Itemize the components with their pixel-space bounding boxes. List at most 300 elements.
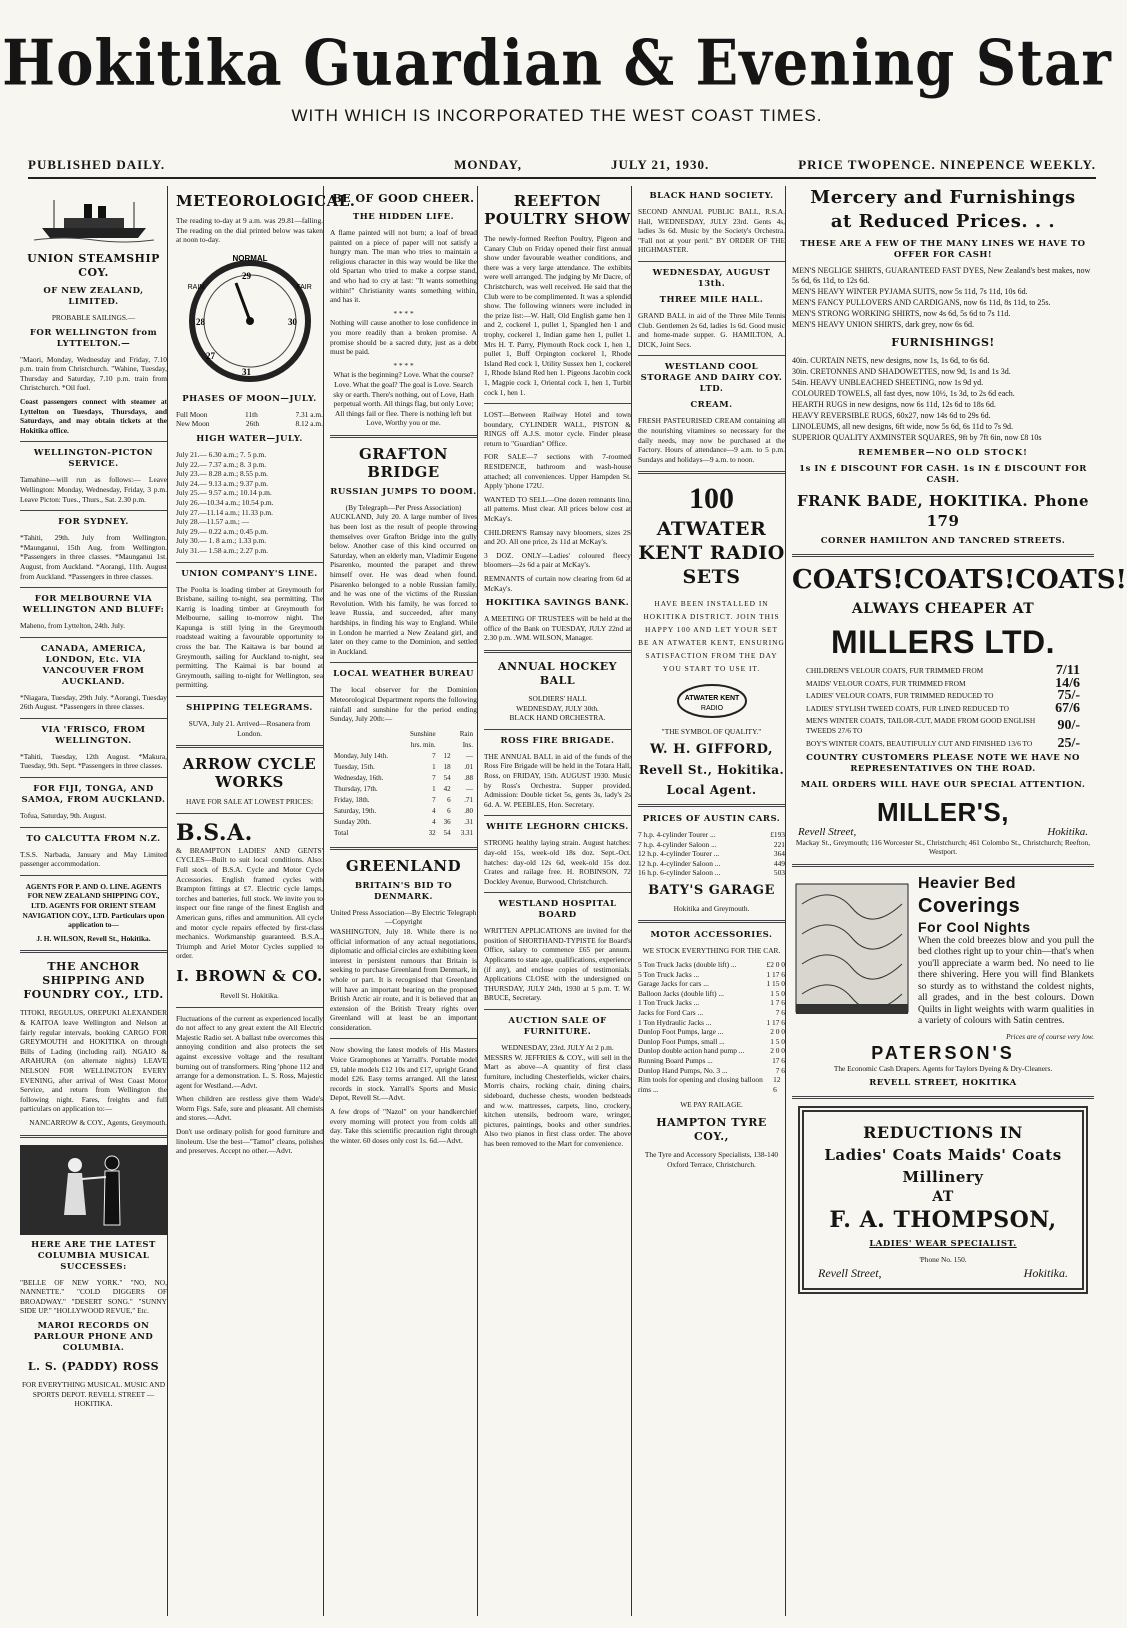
quality-slogan: "THE SYMBOL OF QUALITY." — [661, 727, 762, 737]
atwater-logo-radio: RADIO — [700, 705, 724, 713]
grafton-heading: GRAFTON BRIDGE — [358, 444, 448, 481]
coats-word-1: COATS! — [792, 565, 904, 595]
tide-row: July 28.—11.57 a.m.; — — [176, 517, 250, 527]
ross-fire-body: THE ANNUAL BALL in aid of the funds of the Ross Fire Brigade will be held in the Totara Hall, Ross, on FRIDAY, 15th. AUGUST 1930. Music by Ross's Orchestra. Supper provided. Admission: Double ticket 5s, gents 3s, lady's 2s 6d. A. W. PEEBLES, Hon. Secretary. — [484, 751, 631, 809]
bed-body: When the cold breezes blow and you pull the bed clothes right up to your chin—that's when you'll appreciate a warm bed. No need to lie there shivering. Here you will find Blankets so sturdy as to withstand the coldest nights, all grades, and in the best colours. Down Quilts in light weights with warm qualities in a variety of colours with Satin centres. — [918, 935, 1094, 1027]
melbourne-body: Maheno, from Lyttelton, 24th. July. — [20, 621, 126, 631]
nazol-body: A few drops of "Nazol" on your handkerchief every morning will protect you from colds all day. Take this scientific precaution right through the winter. 60 doses only cost 1s. 6d.—Advt. — [330, 1107, 477, 1145]
column-6 — [792, 186, 1127, 1616]
black-hand-body: SECOND ANNUAL PUBLIC BALL, R.S.A. Hall, WEDNESDAY, JULY 23rd. Gents 4s, ladies 3s 6d. Music by the Society's Orchestra. "Fall not at your peril." BY ORDER OF THE HIGHMASTER. — [638, 207, 785, 255]
column-5 — [638, 186, 786, 1616]
weather-cell: Wednesday, 16th. — [334, 773, 384, 782]
wellington-heading: FOR WELLINGTON from LYTTELTON.— — [29, 327, 158, 349]
sydney-body: *Tahiti, 29th. July from Wellington. *Maunganui, 15th Aug. from Wellington. *Passengers in three classes. *Maunganui 1st. August, from Auckland. *Aorangi, 11th. August from Auckland. *Passengers in three classes. — [20, 533, 167, 581]
accessory-price: 1 5 0 — [770, 1036, 785, 1046]
weather-cell: — — [466, 751, 473, 760]
weather-cell: 4 — [432, 806, 436, 815]
furnishing-item: SUPERIOR QUALITY AXMINSTER SQUARES, 9ft by 7ft 6in, now £8 10s — [792, 433, 1042, 442]
millers-town: Hokitika. — [1047, 826, 1088, 839]
bed-heading-3: For Cool Nights — [918, 918, 1031, 935]
thompson-at: AT — [932, 1189, 954, 1206]
tide-table — [176, 450, 323, 556]
cool-storage-heading: WESTLAND COOL STORAGE AND DAIRY COY. LTD. — [640, 362, 783, 395]
tide-row: July 24.— 9.13 a.m.; 9.37 p.m. — [176, 478, 268, 488]
austin-model: 7 h.p. 4-cylinder Tourer ... — [638, 829, 716, 839]
coat-price: 67/6 — [1055, 700, 1080, 716]
thompson-town: Hokitika. — [1023, 1265, 1068, 1280]
union-line-heading: UNION COMPANY'S LINE. — [181, 568, 318, 579]
dial-label-rain: RAIN — [187, 283, 205, 291]
cream-heading: CREAM. — [690, 400, 733, 411]
accessory-price: 1 15 0 — [766, 979, 785, 989]
weather-cell: .31 — [464, 817, 473, 826]
issue-day: MONDAY, — [454, 157, 522, 172]
sale-body: FOR SALE—7 sections with 7-roomed RESIDENCE, bathroom and wash-house attached; all conveniences. Upper Hampden St. Apply 'phone 172U. — [484, 452, 631, 491]
hmv-body: Now showing the latest models of His Masters Voice Gramophones at Yarrall's. Portable model £9, table models £12 10s and £17, upright Grand model £26. Easy terms arranged. All the latest records in stock. Yarrall's Sports and Music Depot, Revell St.—Advt. — [330, 1045, 477, 1103]
calcutta-body: T.S.S. Narbada, January and May Limited passenger accommodation. — [20, 849, 167, 869]
coat-desc: BOY'S WINTER COATS, BEAUTIFULLY CUT AND FINISHED 13/6 TO — [806, 738, 1033, 748]
austin-model: 7 h.p. 4-cylinder Saloon ... — [638, 839, 717, 849]
millers-address — [792, 828, 1094, 838]
weather-row — [332, 763, 475, 772]
union-line-body: The Poolta is loading timber at Greymouth for Brisbane, sailing to-night, sea permitting. The Karrig is loading timber at Greymouth for Melbourne, sailing to-morrow night. The Kapunga is still lying in the Greymouth roadstead waiting a favourable opportunity to cross the bar. The Kaitawa is bar bound at Greymouth, sailing for Auckland to-night, sea permitting. The Kaimai is bar bound at Greymouth, sailing to-night for Wellington, sea permitting. — [176, 584, 323, 690]
accessory-row — [638, 1046, 785, 1056]
furnishing-item: HEARTH RUGS in new designs, now 6s 11d, 12s 6d to 18s 6d. — [792, 400, 996, 409]
hampton-body: The Tyre and Accessory Specialists, 138-140 Oxford Terrace, Christchurch. — [644, 1149, 779, 1169]
furnishings-list — [792, 356, 1094, 443]
weather-units-row — [332, 741, 475, 750]
mercery-list — [792, 266, 1094, 330]
accessory-item: Dunlop Foot Pumps, small ... — [638, 1036, 725, 1046]
accessory-price: £2 0 0 — [766, 960, 785, 970]
accessory-row — [638, 970, 785, 980]
weather-cell: .71 — [464, 795, 473, 804]
austin-row — [638, 849, 785, 859]
moon-cell: Full Moon — [176, 409, 208, 419]
music-list: "BELLE OF NEW YORK." "NO, NO, NANNETTE." "COLD DIGGERS OF BROADWAY." "DESERT SONG." "SUNNY SIDE UP." "HOLLYWOOD REVUE," Etc. — [20, 1277, 167, 1316]
country-note: COUNTRY CUSTOMERS PLEASE NOTE WE HAVE NO REPRESENTATIVES ON THE ROAD. — [806, 753, 1080, 775]
coat-price: 90/- — [1057, 718, 1080, 734]
coat-desc: CHILDREN'S VELOUR COATS, FUR TRIMMED FROM — [806, 666, 984, 675]
accessory-row — [638, 998, 785, 1008]
austin-row — [638, 859, 785, 869]
greenland-sub: BRITAIN'S BID TO DENMARK. — [354, 880, 453, 902]
melbourne-heading: FOR MELBOURNE VIA WELLINGTON AND BLUFF: — [22, 594, 165, 616]
blanket-illustration — [792, 874, 912, 1024]
meteorological-body: The reading to-day at 9 a.m. was 29.81—falling. The reading on the dial printed below was taken at noon to-day. — [176, 216, 323, 245]
cheer-heading: BE OF GOOD CHEER. — [332, 192, 475, 205]
austin-price: 449 — [773, 858, 785, 868]
accessory-price: 2 0 0 — [770, 1046, 785, 1056]
poem: What is the beginning? Love. What the course? Love. What the goal? The goal is Love. Search sky or earth. There's nothing, out of Love, Hath perpetual worth. All things flag, but only Love; All things fail or flee. There is nothing left but Love, Worthy you or me. — [333, 370, 474, 428]
cheer-sub: THE HIDDEN LIFE. — [352, 212, 455, 222]
discount-line: 1s IN £ DISCOUNT FOR CASH. 1s IN £ DISCOUNT FOR CASH. — [799, 464, 1087, 485]
tide-row: July 29.— 0.22 a.m.; 0.45 p.m. — [176, 526, 268, 536]
stars-1: * * * * — [393, 308, 414, 318]
mail-note: MAIL ORDERS WILL HAVE OUR SPECIAL ATTENTION. — [800, 780, 1086, 791]
paterson-street: REVELL STREET, HOKITIKA — [869, 1078, 1017, 1089]
auction-body: MESSRS W. JEFFRIES & COY., will sell in the Mart as above—A quantity of first class furniture, including Chesterfields, wicker chairs, Morris chairs, rocking chair, dining chairs, sideboard, duchesse chests, wooden bedsteads and w.w. mattresses, carpets, lino, crockery, kitchen utensils, bedroom ware, wringer, pictures, paintings, books and other sundries. Also two pianos in first class order. The above has been removed to the Mart for convenience. — [484, 1052, 631, 1148]
atwater-number: 100 — [689, 482, 734, 516]
calcutta-heading: TO CALCUTTA FROM N.Z. — [26, 833, 161, 844]
thompson-millinery: Millinery — [902, 1168, 984, 1187]
ross-fire-heading: ROSS FIRE BRIGADE. — [500, 735, 615, 746]
mercery-item: MEN'S NEGLIGE SHIRTS, GUARANTEED FAST DYES, New Zealand's best makes, now 5s 6d, 6s 11d, to 12s 6d. — [792, 266, 1091, 285]
austin-price: 221 — [773, 839, 785, 849]
tide-heading: HIGH WATER—JULY. — [196, 433, 303, 444]
accessory-row — [638, 1018, 785, 1028]
weather-cell — [332, 741, 401, 750]
weather-cell: 42 — [443, 784, 451, 793]
leghorn-heading: WHITE LEGHORN CHICKS. — [486, 822, 629, 833]
thompson-line: Ladies' Coats Maids' Coats — [824, 1146, 1062, 1165]
hockey-heading: ANNUAL HOCKEY BALL — [497, 659, 618, 687]
accessory-item: Rim tools for opening and closing balloon rims ... — [638, 1075, 763, 1094]
canada-heading: CANADA, AMERICA, LONDON, Etc. VIA VANCOUVER FROM AUCKLAND. — [40, 643, 147, 687]
moon-row — [176, 419, 323, 429]
thompson-name: F. A. THOMPSON, — [829, 1207, 1057, 1234]
frisco-body: *Tahiti, Tuesday, 12th August. *Makura, Tuesday, 9th. Sept. *Passengers in three classes. — [20, 751, 167, 771]
auction-heading: AUCTION SALE OF FURNITURE. — [508, 1016, 607, 1038]
weather-total-row — [332, 829, 475, 838]
accessory-item: Dunlop Foot Pumps, large ... — [638, 1027, 724, 1037]
coats-table — [806, 663, 1080, 751]
atwater-logo-text: ATWATER KENT — [684, 695, 740, 703]
weather-cell: — — [466, 784, 473, 793]
canada-body: *Niagara, Tuesday, 29th July. *Aorangi, Tuesday 26th August. *Passengers in three classes. — [20, 692, 167, 712]
leghorn-body: STRONG healthy laying strain. August hatches: day-old 15s, week-old 18s doz. Sept.-Oct. hatches: day-old 12s 6d, week-old 15s doz. Crates and railage free. H. ROBINSON, 72 Dockley Avenue, Burwood, Christchurch. — [484, 838, 631, 886]
bsa-body: & BRAMPTON LADIES' AND GENTS' CYCLES—Built to suit local conditions. Also: Full stock of B.S.A. Cycle and Motor Cycle Accessories. English framed cycles with Brampton fittings at £7. Electric cycle lamps, torches and batteries, full stock. We invite you to inspect our fine range of the finest English and American guns, rifles and ammunition. All cycle and motor cycle repairs effected by first-class mechanics. Workmanship guaranteed. B.S.A., Triumph and Ariel Motor Cycles supplied to order. — [176, 845, 323, 961]
austin-row — [638, 830, 785, 840]
arrow-heading: ARROW CYCLE WORKS — [182, 755, 317, 792]
anchor-agent: NANCARROW & COY., Agents, Greymouth. — [29, 1117, 167, 1127]
weather-row — [332, 807, 475, 816]
ross-name: L. S. (PADDY) ROSS — [27, 1359, 160, 1373]
probable-sailings: PROBABLE SAILINGS.— — [51, 313, 136, 322]
dial-tick-28: 28 — [196, 316, 205, 327]
brown-name: I. BROWN & CO. — [176, 966, 323, 985]
mercery-heading-2: at Reduced Prices. . . — [830, 211, 1056, 232]
paterson-name: PATERSON'S — [871, 1042, 1015, 1063]
maroi-records: MAROI RECORDS ON PARLOUR PHONE AND COLUMBIA. — [33, 1320, 154, 1353]
moon-cell: 7.31 a.m. — [295, 409, 323, 419]
tide-row: July 30.— 1. 8 a.m.; 1.33 p.m. — [176, 536, 267, 546]
weather-cell: 12 — [443, 751, 451, 760]
bed-coverings-ad — [792, 874, 1094, 1032]
motor-heading: MOTOR ACCESSORIES. — [650, 930, 773, 941]
accessory-item: Jacks for Ford Cars ... — [638, 1008, 704, 1018]
stock-heading: WE STOCK EVERYTHING FOR THE CAR. — [642, 946, 781, 956]
weather-row — [332, 796, 475, 805]
telegrams-body: SUVA, July 21. Arrived—Rosanera from London. — [188, 719, 311, 738]
moon-cell: New Moon — [176, 419, 210, 429]
accessory-row — [638, 1037, 785, 1047]
furnishing-item: COLOURED TOWELS, all fast dyes, now 10½, 1s 3d, to 2s 6d each. — [792, 389, 1015, 398]
weather-cell: 18 — [443, 762, 451, 771]
bloomers-body: CHILDREN'S Ramsay navy bloomers, sizes 2S and 2O. All one price, 2s 11d at McKay's. — [484, 527, 631, 547]
railage: WE PAY RAILAGE. — [680, 1100, 743, 1110]
weather-cell: Saturday, 19th. — [334, 806, 377, 815]
hospital-body: WRITTEN APPLICATIONS are invited for the position of SHORTHAND-TYPISTE for Board's Office, salary to commence £65 per annum. Applicants to state age, qualifications, experience (if any), and enclose copies of testimonials. Applications CLOSE with the undersigned on THURSDAY, JULY 24th, 1930 at 5 p.m. T. W. BRUCE, Secretary. — [484, 926, 631, 1003]
accessory-row — [638, 1075, 785, 1094]
thompson-specialist: LADIES' WEAR SPECIALIST. — [869, 1239, 1017, 1250]
bade-name: FRANK BADE, HOKITIKA. Phone 179 — [796, 492, 1090, 530]
thompson-phone: 'Phone No. 150. — [919, 1255, 967, 1265]
moon-table — [176, 410, 323, 429]
baty-address: Hokitika and Greymouth. — [673, 903, 750, 913]
accessory-row — [638, 1066, 785, 1076]
dial-tick-30: 30 — [288, 316, 297, 327]
weather-table — [330, 728, 477, 840]
weather-cell: 1 — [432, 784, 436, 793]
issue-date: JULY 21, 1930. — [610, 157, 710, 172]
cheer-body-2: Nothing will cause another to lose confidence in you more readily than a broken promise. A promise should be a sacred duty, just as a debt must be paid. — [330, 318, 477, 357]
fiji-heading: FOR FIJI, TONGA, AND SAMOA, FROM AUCKLAND. — [21, 784, 166, 806]
furnishing-item: HEAVY REVERSIBLE RUGS, 60x27, now 14s 6d to 29s 6d. — [792, 411, 991, 420]
weather-cell: hrs. min. — [410, 740, 436, 749]
weather-cell: Tuesday, 15th. — [334, 762, 375, 771]
coat-row — [806, 700, 1080, 716]
weather-row — [332, 752, 475, 761]
coat-row — [806, 688, 1080, 704]
furnishing-item: 30in. CRETONNES AND SHADOWETTES, now 9d, 1s and 1s 3d. — [792, 367, 1011, 376]
accessory-price: 2 0 0 — [770, 1027, 785, 1037]
bed-heading-2: Coverings — [918, 894, 1021, 917]
accessory-row — [638, 1056, 785, 1066]
coat-desc: MAIDS' VELOUR COATS, FUR TRIMMED FROM — [806, 678, 966, 688]
masthead — [0, 18, 1114, 126]
hockey-orchestra: BLACK HAND ORCHESTRA. — [509, 713, 606, 723]
coat-row — [806, 735, 1080, 751]
black-hand-heading: BLACK HAND SOCIETY. — [649, 191, 774, 201]
grafton-byline: (By Telegraph—Per Press Association) — [345, 502, 462, 512]
weather-cell: 7 — [432, 751, 436, 760]
bade-address: CORNER HAMILTON AND TANCRED STREETS. — [820, 536, 1066, 546]
oil-body: Don't use ordinary polish for good furniture and linoleum. Use the best—"Tamol" cleans, polishes and preserves. Accept no other.—Advt. — [176, 1127, 323, 1156]
atwater-heading: ATWATER KENT RADIO SETS — [638, 518, 785, 589]
grand-ball-body: GRAND BALL in aid of the Three Mile Tennis Club. Gentlemen 2s 6d, ladies 1s 6d. Good music and home-made supper. G. HAMILTON, A. DICK, Joint Secs. — [638, 310, 785, 349]
stars-2: * * * * — [393, 360, 414, 370]
austin-price: £193 — [770, 829, 785, 839]
union-steamship-heading: UNION STEAMSHIP COY. — [27, 252, 160, 279]
weather-cell: 54 — [443, 828, 451, 837]
tide-row: July 23.— 8.28 a.m.; 8.55 p.m. — [176, 469, 268, 479]
accessory-item: Dunlop Hand Pumps, No. 3 ... — [638, 1065, 728, 1075]
agents-body: AGENTS FOR P. AND O. LINE. AGENTS FOR NEW ZEALAND SHIPPING COY., LTD. AGENTS FOR ORIENT STEAM NAVIGATION COY., LTD. Particulars upon application to— — [22, 881, 165, 930]
thompson-ad — [798, 1106, 1088, 1294]
hospital-heading: WESTLAND HOSPITAL BOARD — [498, 899, 617, 921]
tide-row: July 31.— 1.58 a.m.; 2.27 p.m. — [176, 545, 268, 555]
gifford-role: Local Agent. — [666, 782, 757, 797]
weather-row — [332, 818, 475, 827]
accessory-price: 17 6 — [772, 1056, 785, 1065]
austin-row — [638, 840, 785, 850]
weather-cell: Sunday 20th. — [334, 817, 371, 826]
bank-body: A MEETING OF TRUSTEES will be held at the office of the Bank on TUESDAY, JULY 22nd at 2.30 p.m. .WM. WILSON, Manager. — [484, 614, 631, 643]
dial-label-fair: FAIR — [296, 283, 312, 291]
accessory-item: 1 Ton Hydraulic Jacks ... — [638, 1017, 712, 1027]
coat-price: 14/6 — [1055, 675, 1080, 691]
austin-price: 503 — [773, 868, 785, 878]
published-daily: PUBLISHED DAILY. — [28, 157, 166, 172]
tide-row: July 25.— 9.57 a.m.; 10.14 p.m. — [176, 488, 272, 498]
accessory-price: 7 6 — [775, 1065, 785, 1075]
moon-cell: 26th — [245, 419, 260, 429]
ross-body: FOR EVERYTHING MUSICAL. MUSIC AND SPORTS DEPOT. REVELL STREET — HOKITIKA. — [21, 1379, 166, 1409]
accessory-item: 1 Ton Truck Jacks ... — [638, 998, 700, 1008]
weather-cell — [440, 741, 453, 750]
dial-needle — [236, 283, 250, 321]
weather-heading: LOCAL WEATHER BUREAU — [333, 669, 474, 680]
hampton-heading: HAMPTON TYRE COY., — [656, 1115, 767, 1143]
accessory-table — [638, 960, 785, 1094]
music-heading: HERE ARE THE LATEST COLUMBIA MUSICAL SUCCESSES: — [31, 1239, 156, 1272]
atwater-body: HAVE BEEN INSTALLED IN HOKITIKA DISTRICT. JOIN THIS HAPPY 100 AND LET YOUR SET BE AN ATWATER KENT, ENSURING SATISFACTION FROM THE DAY YOU START TO USE IT. — [638, 599, 785, 674]
moon-heading: PHASES OF MOON—JULY. — [182, 393, 317, 404]
dancers-illustration — [20, 1145, 168, 1235]
weather-row — [332, 774, 475, 783]
moon-cell: 8.12 a.m. — [295, 419, 323, 429]
accessory-price: 1 5 0 — [770, 988, 785, 998]
weather-cell: Rain — [459, 729, 473, 738]
mercery-item: MEN'S STRONG WORKING SHIRTS, now 4s 6d, 5s 6d to 7s 11d. — [792, 309, 1011, 318]
moon-cell: 11th — [245, 409, 258, 419]
accessory-item: Dunlop double action hand pump ... — [638, 1046, 745, 1056]
grafton-body: AUCKLAND, July 20. A large number of lives has been lost as the result of people throwing themselves over Grafton Bridge into the gully below. Another case of this kind occurred on Saturday, when an elderly man, Vladimir Eugene Pisarenko, mounted the parapet and threw himself over. He was dead when found. Pisarenko belonged to a noble Russian family, and he was one of the victims of the Russian Revolution. With his family, he was forced to leave Russia, and succeeded, after many hardships, in finding his way to England. While in London he married a New Zealand girl, and later on they came to the Dominion, and settled in Auckland. — [330, 512, 477, 656]
tide-row: July 26.—10.34 a.m.; 10.54 p.m. — [176, 497, 274, 507]
steamship-illustration — [34, 194, 154, 244]
radio-body: Fluctuations of the current as experienced locally do not affect to any great extent the All Electric Majestic Radio set. A ballast tube overcomes this annoying condition and also protects the set against excessive voltage and the resultant burning out of transformers. Ring 'phone 112 and arrange for a demonstration. L. S. Ross, Majestic agent for Westland.—Advt. — [176, 1013, 323, 1090]
accessory-row — [638, 1008, 785, 1018]
weather-cell: Sunshine — [409, 729, 436, 738]
brown-address: Revell St. Hokitika. — [220, 990, 279, 1000]
picton-body: Tamahine—will run as follows:— Leave Wellington: Monday, Wednesday, Friday, 3 p.m. Leave Picton: Tues., Thurs., Sat. 2.30 p.m. — [20, 475, 167, 504]
anchor-body: TITOKI, REGULUS, OREPUKI ALEXANDER & KAITOA leave Wellington and Nelson at fairly regular intervals, booking CARGO FOR GREYMOUTH and HOKITIKA on through Bills of Lading (including rail). NGAIO & ARAHURA (on alternate nights) LEAVE NELSON FOR WELLINGTON EVERY EVENING, after arrival of West Coast Motor Service, and return from Wellington the following night. Fares, freights and full particulars on application to:— — [20, 1008, 167, 1114]
weather-header-row — [332, 730, 475, 739]
dial-tick-29: 29 — [242, 270, 251, 281]
weather-cell: Monday, July 14th. — [334, 751, 388, 760]
column-4 — [484, 186, 632, 1616]
weather-row — [332, 785, 475, 794]
mercery-item: MEN'S HEAVY WINTER PYJAMA SUITS, now 5s 11d, 7s 11d, 10s 6d. — [792, 287, 1028, 296]
wednesday-heading: WEDNESDAY, AUGUST 13th. — [652, 267, 771, 289]
accessory-price: 12 6 — [773, 1075, 781, 1094]
coat-desc: LADIES' STYLISH TWEED COATS, FUR LINED REDUCED TO — [806, 703, 1009, 713]
weather-cell: .80 — [464, 806, 473, 815]
coats-word-3: COATS! — [1015, 565, 1127, 595]
dial-tick-27: 27 — [206, 350, 215, 361]
weather-cell: 32 — [428, 828, 436, 837]
weather-cell: 54 — [443, 773, 451, 782]
wade-body: When children are restless give them Wade's Worm Figs. Safe, sure and pleasant. All chemists and stores.—Advt. — [176, 1094, 323, 1123]
barometer-dial — [176, 249, 324, 389]
accessory-price: 7 6 — [775, 1008, 785, 1018]
hockey-date: WEDNESDAY, JULY 30th. — [516, 703, 599, 713]
weather-cell: 7 — [432, 773, 436, 782]
weather-cell: .01 — [464, 762, 473, 771]
thompson-address — [818, 1265, 1068, 1280]
telegrams-heading: SHIPPING TELEGRAMS. — [186, 703, 313, 714]
austin-model: 12 h.p. 4-cylinder Saloon ... — [638, 858, 721, 868]
union-steamship-sub: OF NEW ZEALAND, LIMITED. — [43, 286, 144, 307]
moon-row — [176, 410, 323, 420]
mercery-item: MEN'S FANCY PULLOVERS AND CARDIGANS, now 6s 11d, 8s 11d, to 25s. — [792, 298, 1051, 307]
dial-label-normal: NORMAL — [232, 253, 268, 263]
arrow-sub: HAVE FOR SALE AT LOWEST PRICES: — [185, 797, 314, 807]
cream-body: FRESH PASTEURISED CREAM containing all the nourishing vitamines so necessary for the daily needs, may now be purchased at the Factory. Hours of attendance—9 a.m. to 5 p.m. Sundays and holidays—9 a.m. to noon. — [638, 416, 785, 464]
picton-heading: WELLINGTON-PICTON SERVICE. — [33, 448, 154, 470]
greenland-heading: GREENLAND — [345, 856, 462, 875]
furnishings-heading: FURNISHINGS! — [891, 336, 995, 349]
lost-body: LOST—Between Railway Hotel and town boundary, CYLINDER WALL, PISTON & RINGS off A.J.S. motor cycle. Finder please return to "Guardian" Office. — [484, 410, 631, 448]
bed-heading-1: Heavier Bed — [918, 874, 1016, 892]
tide-row: July 22.— 7.37 a.m.; 8. 3 p.m. — [176, 459, 267, 469]
weather-cell: Thursday, 17th. — [334, 784, 378, 793]
accessory-row — [638, 1027, 785, 1037]
austin-heading: PRICES OF AUSTIN CARS. — [642, 813, 781, 824]
thompson-street: Revell Street, — [818, 1265, 882, 1280]
accessory-item: Garage Jacks for cars ... — [638, 979, 709, 989]
accessory-price: 1 17 6 — [766, 969, 785, 979]
coats-word-2: COATS! — [903, 565, 1016, 595]
remember-line: REMEMBER—NO OLD STOCK! — [858, 448, 1028, 458]
weather-cell: .88 — [464, 773, 473, 782]
cheer-body: A flame painted will not burn; a loaf of bread painted on a piece of paper will not satisfy a hungry man. The man who tries to maintain a religious character in this way would be like the old Spartan who tried to make a corpse stand, and who had to cry at last: "It wants something within!" Christianity wants something within, and has it. — [330, 228, 477, 305]
wellington-body: "Maori, Monday, Wednesday and Friday, 7.10 p.m. train from Christchurch. "Wahine, Tuesday, Thursday and Saturday, 7.10 p.m. train from Christchurch. *Oil fuel. — [20, 354, 167, 393]
weather-cell: 6 — [447, 806, 451, 815]
coats-sub: ALWAYS CHEAPER AT — [851, 601, 1035, 617]
dateline — [28, 157, 1096, 179]
accessory-price: 1 17 6 — [766, 1017, 785, 1027]
newspaper-subtitle: WITH WHICH IS INCORPORATED THE WEST COAST TIMES. — [291, 106, 823, 125]
coat-price: 25/- — [1057, 735, 1080, 751]
mercery-heading-1: Mercery and Furnishings — [810, 187, 1076, 208]
greenland-body: WASHINGTON, July 18. While there is no official information of any actual negotiations, diplomatic and official circles are exhibiting keen interest in persistent rumours that Britain is seeking to purchase Greenland from Denmark, in whole or part. It is recognised that Greenland will have an important bearing on the proposed British Arctic air route, and it is believed that an extension of the British Treaty rights over Greenland will at least be an important consideration. — [330, 926, 477, 1032]
baty-heading: BATY'S GARAGE — [648, 882, 775, 898]
millers-name: MILLERS LTD. — [830, 624, 1056, 660]
bed-prices: Prices are of course very low. — [1006, 1031, 1094, 1041]
furnishing-item: 54in. HEAVY UNBLEACHED SHEETING, now 1s 9d yd. — [792, 378, 984, 387]
issue-price: PRICE TWOPENCE. NINEPENCE WEEKLY. — [798, 157, 1096, 172]
weather-cell: 3.31 — [460, 828, 473, 837]
newspaper-title: Hokitika Guardian & Evening Star — [2, 26, 1112, 100]
accessory-item: 5 Ton Truck Jacks (double lift) ... — [638, 960, 737, 970]
coat-row — [806, 663, 1080, 678]
tide-row: July 27.—11.14 a.m.; 11.33 p.m. — [176, 507, 273, 517]
weather-cell — [440, 730, 453, 739]
frisco-heading: VIA 'FRISCO, FROM WELLINGTON. — [41, 724, 146, 746]
weather-cell: 6 — [447, 795, 451, 804]
accessory-row — [638, 960, 785, 970]
bank-heading: HOKITIKA SAVINGS BANK. — [485, 598, 630, 609]
three-mile-heading: THREE MILE HALL. — [659, 294, 764, 305]
column-1 — [20, 186, 168, 1616]
wanted-body: WANTED TO SELL—One dozen remnants lino, all patterns. Must clear. All prices below cost at McKay's. — [484, 494, 631, 524]
coats-heading — [792, 564, 1127, 596]
paterson-sub: The Economic Cash Drapers. Agents for Taylors Dyeing & Dry-Cleaners. — [833, 1063, 1053, 1073]
thompson-heading: REDUCTIONS IN — [863, 1123, 1023, 1143]
poultry-body: The newly-formed Reefton Poultry, Pigeon and Canary Club on Friday opened their first annual show under favourable weather conditions, and there was a very large attendance. The exhibits were well arranged. The judging by Mr Dacre, of Christchurch, was well received. He said that the Club were to be complimented. It was a splendid show. The following winners were included in the prize list:—W. Hall, Old English game hen 1 and 2, cockerel 1, pullet 1, Spangled hen 1 and trophy, cockerel 1, Indian game hen 1, pullet 1. Mrs H. T. Parry, Plymouth Rock cock 1, hen 1, pullet 1, Buff Orpington cockerel 1, Rhode Island Red cock 1, Utility Sussex hen 1, cockerel 1, Rhode Island Red hen 1. Pigeons Jacobin cock 1, Magpie cock 1, Oriental cock 1, hen 1, Turbit cock 1, hen 1. — [484, 234, 631, 397]
austin-price: 364 — [773, 849, 785, 859]
accessory-row — [638, 979, 785, 989]
doz-body: 3 DOZ. ONLY—Ladies' coloured fleecy bloomers—2s 6d a pair at McKay's. — [484, 550, 631, 570]
austin-model: 16 h.p. 6-cylinder Saloon ... — [638, 868, 721, 878]
poultry-heading: REEFTON POULTRY SHOW — [484, 192, 631, 228]
furnishing-item: 40in. CURTAIN NETS, new designs, now 1s, 1s 6d, to 6s 6d. — [792, 356, 990, 365]
coat-price: 7/11 — [1055, 663, 1080, 678]
austin-model: 12 h.p. 4-cylinder Tourer ... — [638, 849, 720, 859]
weather-cell: 36 — [443, 817, 451, 826]
